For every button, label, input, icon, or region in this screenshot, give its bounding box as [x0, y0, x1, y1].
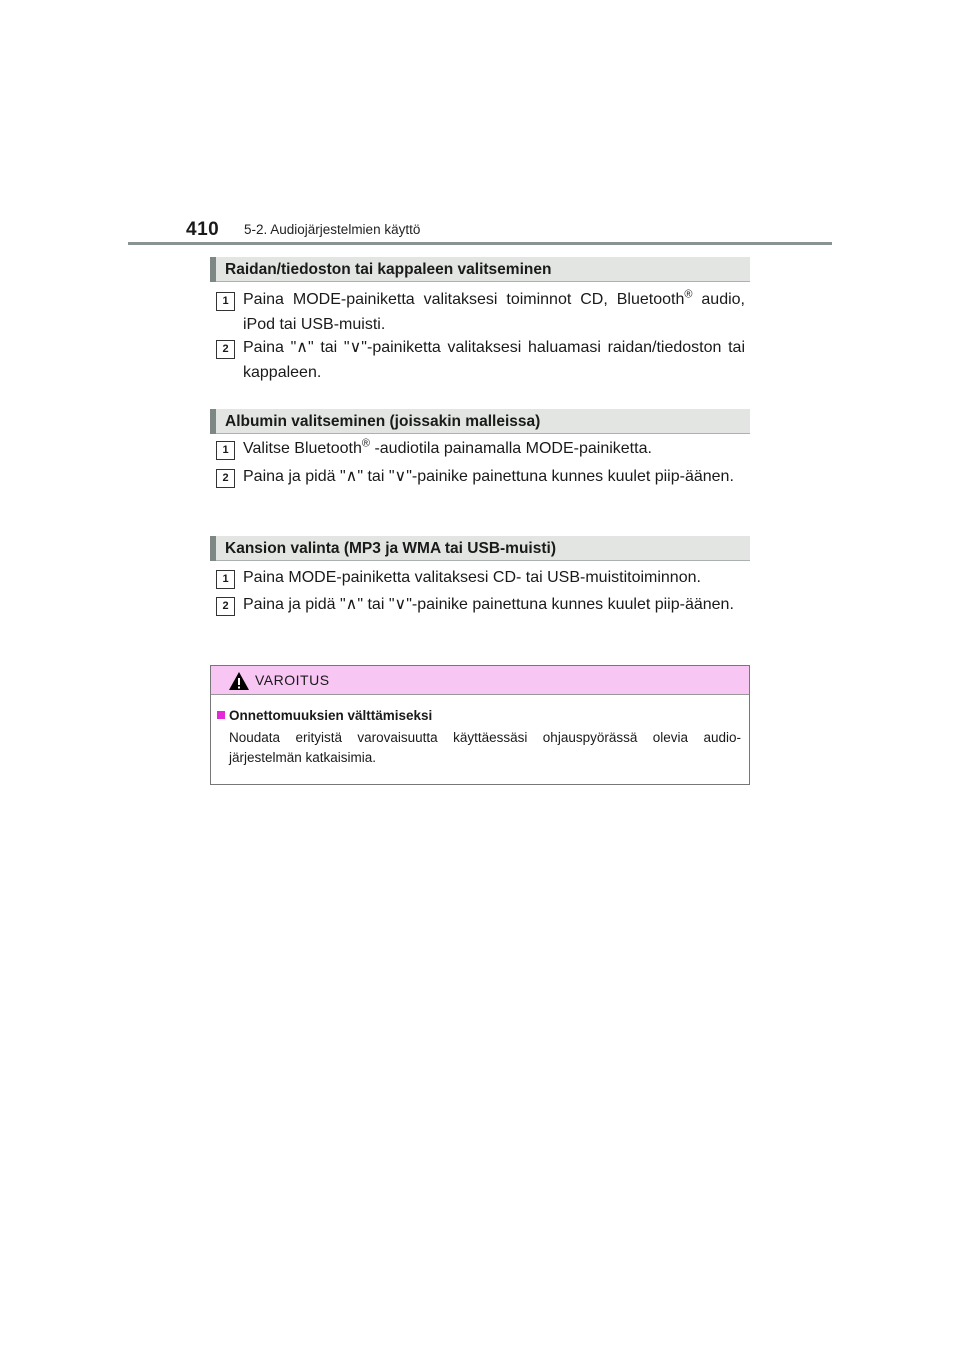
step-text-part: audio, iPod tai USB-muisti. — [243, 291, 746, 333]
step-text: Paina MODE-painiketta valitaksesi CD- tai USB-muistitoiminnon. — [243, 569, 701, 586]
step-text-part: Paina MODE-painiketta valitaksesi toiminnot CD, Bluetooth — [243, 291, 685, 308]
step-text-part: Valitse Bluetooth — [243, 440, 362, 457]
section-title: Raidan/tiedoston tai kappaleen valitseminen — [225, 261, 552, 278]
warning-header — [211, 666, 749, 695]
warning-label: VAROITUS — [255, 672, 330, 688]
section-heading — [210, 409, 750, 434]
step-number: 2 — [216, 597, 235, 616]
bullet-square-icon — [217, 711, 225, 719]
step-number: 2 — [216, 469, 235, 488]
step-number: 2 — [216, 340, 235, 359]
chapter-title: 5-2. Audiojärjestelmien käyttö — [244, 222, 421, 237]
warning-body: Noudata erityistä varovaisuutta käyttäessäsi ohjauspyörässä olevia audio-järjestelmän katkaisimia. — [229, 730, 741, 765]
registered-mark: ® — [684, 288, 693, 301]
registered-mark: ® — [361, 437, 370, 450]
warning-title: Onnettomuuksien välttämiseksi — [229, 708, 433, 723]
section-title: Kansion valinta (MP3 ja WMA tai USB-muisti) — [225, 540, 556, 557]
step-text — [243, 436, 745, 461]
step-number: 1 — [216, 441, 235, 460]
step-text-part: -audiotila painamalla MODE-painiketta. — [370, 440, 652, 457]
page-number: 410 — [186, 219, 220, 240]
step-text: Paina ja pidä "∧" tai "∨"-painike painettuna kunnes kuulet piip-äänen. — [243, 468, 734, 485]
section-title: Albumin valitseminen (joissakin malleissa) — [225, 413, 541, 430]
section-heading — [210, 536, 750, 561]
warning-triangle-icon — [228, 671, 250, 691]
step-text: Paina "∧" tai "∨"-painiketta valitaksesi haluamasi raidan/tiedoston tai kappaleen. — [243, 339, 745, 381]
step-text — [243, 287, 745, 337]
step-number: 1 — [216, 292, 235, 311]
header-rule — [128, 242, 832, 245]
section-heading — [210, 257, 750, 282]
warning-box — [210, 665, 750, 785]
step-text: Paina ja pidä "∧" tai "∨"-painike painettuna kunnes kuulet piip-äänen. — [243, 596, 734, 613]
step-number: 1 — [216, 570, 235, 589]
